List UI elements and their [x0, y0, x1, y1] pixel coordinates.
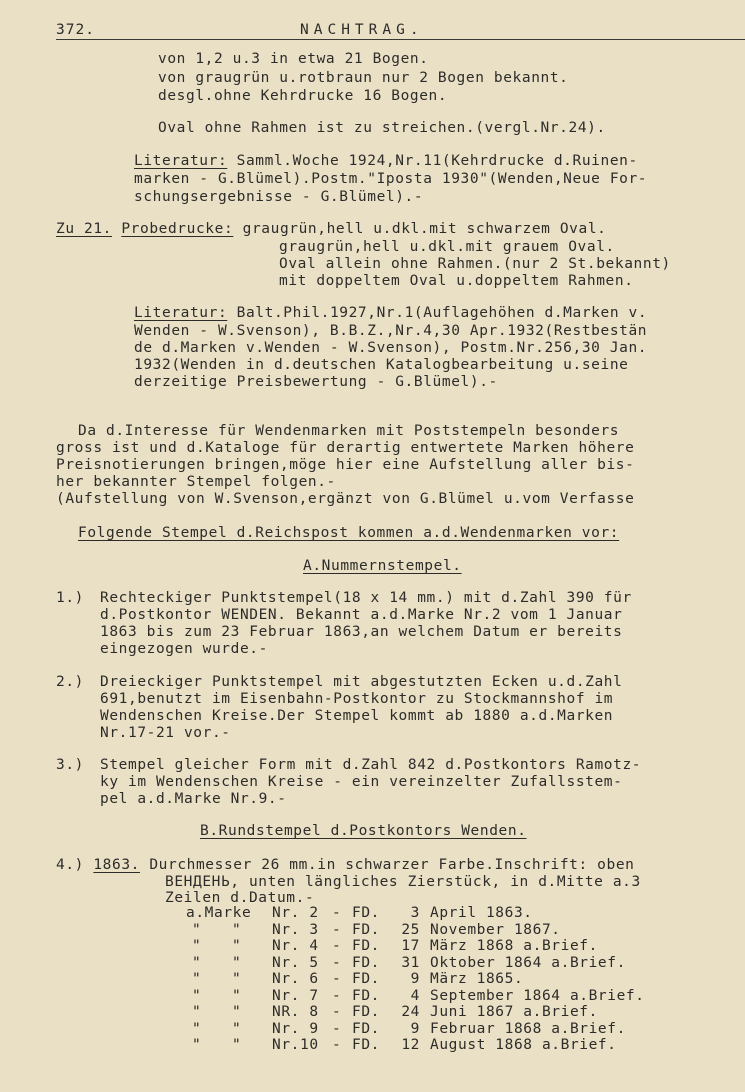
- table-row: [186, 1004, 645, 1021]
- item-number: 4.): [56, 857, 84, 873]
- dash-cell: -: [332, 1004, 342, 1020]
- paragraph-line: Da d.Interesse für Wendenmarken mit Poststempeln besonders: [78, 423, 620, 439]
- item-line: 1863 bis zum 23 Februar 1863,an welchem Datum er bereits: [100, 624, 623, 640]
- header-rule: [56, 39, 745, 40]
- day-cell: 25: [401, 921, 420, 938]
- fd-cell: FD.: [352, 1020, 380, 1037]
- paragraph-line: (Aufstellung von W.Svenson,ergänzt von G.Blümel u.vom Verfasse: [56, 491, 635, 507]
- ditto-cell: ": [232, 938, 242, 954]
- page-title: NACHTRAG.: [300, 22, 424, 38]
- fd-cell: FD.: [352, 938, 380, 954]
- table-row: [186, 922, 645, 939]
- item4-line: Zeilen d.Datum.-: [165, 890, 315, 906]
- nr-cell: Nr. 4: [272, 938, 319, 954]
- item-line: Dreieckiger Punktstempel mit abgestutzten Ecken u.d.Zahl: [100, 674, 623, 690]
- day-cell: 24: [401, 1004, 420, 1020]
- ditto-cell: ": [232, 1004, 242, 1020]
- item4-text: Durchmesser 26 mm.in schwarzer Farbe.Inschrift: oben: [140, 857, 635, 873]
- zu21-line: mit doppeltem Oval u.doppeltem Rahmen.: [279, 273, 634, 289]
- day-cell: 12: [401, 1037, 420, 1053]
- intro-line: desgl.ohne Kehrdrucke 16 Bogen.: [158, 88, 448, 104]
- ditto-cell: ": [232, 1020, 242, 1037]
- zu21-text: graugrün,hell u.dkl.mit schwarzem Oval.: [233, 221, 607, 237]
- ditto-cell: ": [192, 921, 202, 938]
- literatur-text: Balt.Phil.1927,Nr.1(Auflagehöhen d.Marken v.: [227, 305, 648, 321]
- day-cell: 3: [410, 905, 420, 921]
- fd-cell: FD.: [352, 905, 380, 921]
- table-row: [186, 938, 645, 955]
- date-cell: Oktober 1864 a.Brief.: [430, 954, 626, 971]
- zu21-line: Oval allein ohne Rahmen.(nur 2 St.bekannt): [279, 256, 671, 272]
- ditto-cell: ": [192, 938, 202, 954]
- literatur-label: Literatur:: [134, 153, 228, 169]
- day-cell: 9: [410, 971, 420, 987]
- dash-cell: -: [332, 921, 342, 938]
- zu21-line: graugrün,hell u.dkl.mit grauem Oval.: [279, 239, 615, 255]
- item4-line1: [56, 857, 634, 873]
- dash-cell: -: [332, 987, 342, 1004]
- nr-cell: Nr. 3: [272, 921, 319, 938]
- day-cell: 17: [401, 938, 420, 954]
- fd-cell: FD.: [352, 987, 380, 1004]
- page-number: 372.: [56, 22, 95, 38]
- ditto-cell: ": [192, 1004, 202, 1020]
- day-cell: 9: [410, 1020, 420, 1037]
- fd-cell: FD.: [352, 971, 380, 987]
- literatur2-line: de d.Marken v.Wenden - W.Svenson), Postm.Nr.256,30 Jan.: [134, 340, 648, 356]
- ditto-cell: ": [192, 954, 202, 971]
- ditto-cell: ": [232, 971, 242, 987]
- nr-cell: Nr. 9: [272, 1020, 319, 1037]
- literatur2-line1: [134, 305, 647, 321]
- ditto-cell: ": [192, 987, 202, 1004]
- literatur1-line: marken - G.Blümel).Postm."Iposta 1930"(Wenden,Neue For-: [134, 171, 648, 187]
- subsection-heading-a: A.Nummernstempel.: [303, 558, 462, 574]
- date-cell: September 1864 a.Brief.: [430, 987, 645, 1004]
- literatur-label: Literatur:: [134, 305, 228, 321]
- paragraph-line: her bekannter Stempel folgen.-: [56, 474, 336, 490]
- ditto-cell: ": [192, 1037, 202, 1053]
- nr-cell: Nr. 6: [272, 971, 319, 987]
- marke-cell: a.Marke: [186, 905, 252, 921]
- table-row: [186, 905, 645, 922]
- dash-cell: -: [332, 954, 342, 971]
- item4-line: ВЕНДЕНЬ, unten längliches Zierstück, in d.Mitte a.3: [165, 874, 641, 890]
- item-line: pel a.d.Marke Nr.9.-: [100, 791, 287, 807]
- table-row: [186, 971, 645, 988]
- date-cell: Juni 1867 a.Brief.: [430, 1004, 598, 1020]
- ditto-cell: ": [192, 1020, 202, 1037]
- date-cell: April 1863.: [430, 905, 533, 921]
- dash-cell: -: [332, 905, 342, 921]
- date-cell: November 1867.: [430, 921, 561, 938]
- literatur1-line: schungsergebnisse - G.Blümel).-: [134, 189, 424, 205]
- oval-note: Oval ohne Rahmen ist zu streichen.(vergl.Nr.24).: [158, 120, 606, 136]
- item-line: eingezogen wurde.-: [100, 641, 268, 657]
- literatur2-line: derzeitige Preisbewertung - G.Blümel).-: [134, 374, 498, 390]
- item-line: Stempel gleicher Form mit d.Zahl 842 d.Postkontors Ramotz-: [100, 757, 642, 773]
- nr-cell: Nr. 7: [272, 987, 319, 1004]
- dash-cell: -: [332, 1020, 342, 1037]
- date-cell: Februar 1868 a.Brief.: [430, 1020, 626, 1037]
- intro-line: von 1,2 u.3 in etwa 21 Bogen.: [158, 51, 429, 67]
- item-number: 1.): [56, 590, 84, 606]
- item-line: Wendenschen Kreise.Der Stempel kommt ab 1880 a.d.Marken: [100, 708, 614, 724]
- zu21-ref: Zu 21.: [56, 221, 112, 237]
- ditto-cell: ": [232, 987, 242, 1004]
- probedrucke-label: Probedrucke:: [121, 221, 234, 237]
- table-row: [186, 1021, 645, 1038]
- dash-cell: -: [332, 971, 342, 987]
- zu21-line1: [56, 221, 607, 237]
- item-line: d.Postkontor WENDEN. Bekannt a.d.Marke Nr.2 vom 1 Januar: [100, 607, 623, 623]
- item-number: 2.): [56, 674, 84, 690]
- date-cell: März 1865.: [430, 971, 524, 987]
- item-number: 3.): [56, 757, 84, 773]
- paragraph-line: Preisnotierungen bringen,möge hier eine Aufstellung aller bis-: [56, 457, 635, 473]
- table-row: [186, 1037, 645, 1054]
- section-heading: Folgende Stempel d.Reichspost kommen a.d.Wendenmarken vor:: [78, 525, 620, 541]
- ditto-cell: ": [232, 954, 242, 971]
- subsection-heading-b: B.Rundstempel d.Postkontors Wenden.: [200, 823, 527, 839]
- fd-cell: FD.: [352, 1004, 380, 1020]
- literatur1-line1: [134, 153, 638, 169]
- ditto-cell: ": [232, 1037, 242, 1053]
- fd-cell: FD.: [352, 921, 380, 938]
- cancellation-dates-table: [186, 905, 645, 1054]
- date-cell: März 1868 a.Brief.: [430, 938, 598, 954]
- item-line: ky im Wendenschen Kreise - ein vereinzelter Zufallsstem-: [100, 774, 623, 790]
- item-line: 691,benutzt im Eisenbahn-Postkontor zu Stockmannshof im: [100, 691, 614, 707]
- item4-year: 1863.: [93, 857, 140, 873]
- nr-cell: Nr. 5: [272, 954, 319, 971]
- nr-cell: Nr. 2: [272, 905, 319, 921]
- dash-cell: -: [332, 938, 342, 954]
- date-cell: August 1868 a.Brief.: [430, 1037, 617, 1053]
- dash-cell: -: [332, 1037, 342, 1053]
- day-cell: 4: [410, 987, 420, 1004]
- nr-cell: Nr.10: [272, 1037, 319, 1053]
- literatur2-line: 1932(Wenden in d.deutschen Katalogbearbeitung u.seine: [134, 357, 629, 373]
- literatur-text: Samml.Woche 1924,Nr.11(Kehrdrucke d.Ruinen-: [227, 153, 638, 169]
- day-cell: 31: [401, 954, 420, 971]
- intro-line: von graugrün u.rotbraun nur 2 Bogen bekannt.: [158, 70, 569, 86]
- table-row: [186, 988, 645, 1005]
- fd-cell: FD.: [352, 1037, 380, 1053]
- item-line: Nr.17-21 vor.-: [100, 725, 231, 741]
- nr-cell: NR. 8: [272, 1004, 319, 1020]
- literatur2-line: Wenden - W.Svenson), B.B.Z.,Nr.4,30 Apr.1932(Restbestän: [134, 323, 648, 339]
- ditto-cell: ": [192, 971, 202, 987]
- fd-cell: FD.: [352, 954, 380, 971]
- item-line: Rechteckiger Punktstempel(18 x 14 mm.) mit d.Zahl 390 für: [100, 590, 632, 606]
- paragraph-line: gross ist und d.Kataloge für derartig entwertete Marken höhere: [56, 440, 635, 456]
- ditto-cell: ": [232, 921, 242, 938]
- table-row: [186, 955, 645, 972]
